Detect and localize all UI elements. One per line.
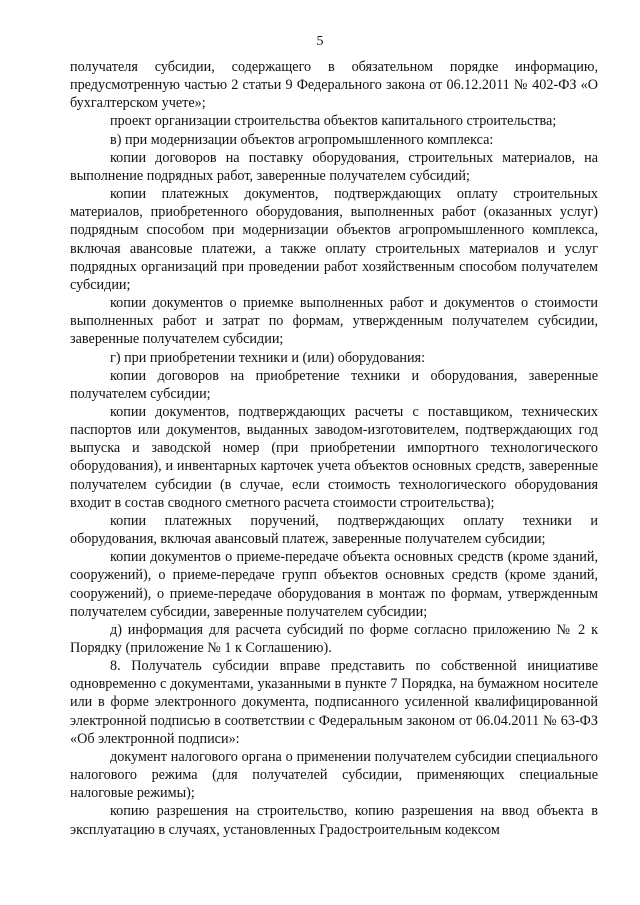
paragraph: копии документов о приеме-передаче объекта основных средств (кроме зданий, сооружений), о приеме-передаче групп объектов основных средств (кроме зданий, сооружений), о приеме-передаче оборудования в монтаж по формам, утвержденным получателем субсидии, заверенные получателем субсидии; (70, 549, 598, 620)
paragraph: копии договоров на приобретение техники и оборудования, заверенные получателем субсидии; (70, 367, 598, 402)
paragraph: копии платежных документов, подтверждающих оплату строительных материалов, приобретенного оборудования, выполненных работ (оказанных услуг) подрядным способом при модернизации объектов агропромышленного комплекса, включая авансовые платежи, а также оплату строительных материалов и услуг подрядных организаций при проведении работ хозяйственным способом получателем субсидии; (70, 186, 598, 293)
paragraph: 8. Получатель субсидии вправе представить по собственной инициативе одновременно с документами, указанными в пункте 7 Порядка, на бумажном носителе или в форме электронного документа, подписанного усиленной квалифицированной электронной подписью в соответствии с Федеральным законом от 06.04.2011 № 63-ФЗ «Об электронной подписи»: (70, 658, 598, 747)
paragraph: г) при приобретении техники и (или) оборудования: (110, 349, 426, 366)
paragraph: копии документов о приемке выполненных работ и документов о стоимости выполненных работ и затрат по формам, утвержденным получателем субсидии, заверенные получателем субсидии; (70, 295, 598, 348)
paragraph: копии договоров на поставку оборудования, строительных материалов, на выполнение подрядных работ, заверенные получателем субсидий; (70, 149, 598, 184)
paragraph: документ налогового органа о применении получателем субсидии специального налогового режима (для получателей субсидии, применяющих специальные налоговые режимы); (70, 748, 598, 802)
paragraph: копии платежных поручений, подтверждающих оплату техники и оборудования, включая авансовый платеж, заверенные получателем субсидии; (70, 512, 598, 548)
paragraph: д) информация для расчета субсидий по форме согласно приложению № 2 к Порядку (приложение № 1 к Соглашению). (70, 621, 598, 656)
paragraph: проект организации строительства объектов капитального строительства; (110, 113, 557, 130)
page-number: 5 (316, 34, 324, 49)
paragraph: копию разрешения на строительство, копию разрешения на ввод объекта в эксплуатацию в случаях, установленных Градостроительным кодексом (70, 803, 598, 838)
paragraph: копии документов, подтверждающих расчеты с поставщиком, технических паспортов или документов, выданных заводом-изготовителем, подтверждающих год выпуска и заводской номер (при приобретении импортного технологического оборудования), и инвентарных карточек учета объектов основных средств, заверенные получателем субсидии (в случае, если стоимость технологического оборудования входит в состав сводного сметного расчета стоимости строительства); (70, 403, 598, 511)
document-body (70, 58, 598, 839)
paragraph: в) при модернизации объектов агропромышленного комплекса: (110, 131, 494, 148)
paragraph: получателя субсидии, содержащего в обязательном порядке информацию, предусмотренную частью 2 статьи 9 Федерального закона от 06.12.2011 № 402-ФЗ «О бухгалтерском учете»; (70, 59, 598, 112)
